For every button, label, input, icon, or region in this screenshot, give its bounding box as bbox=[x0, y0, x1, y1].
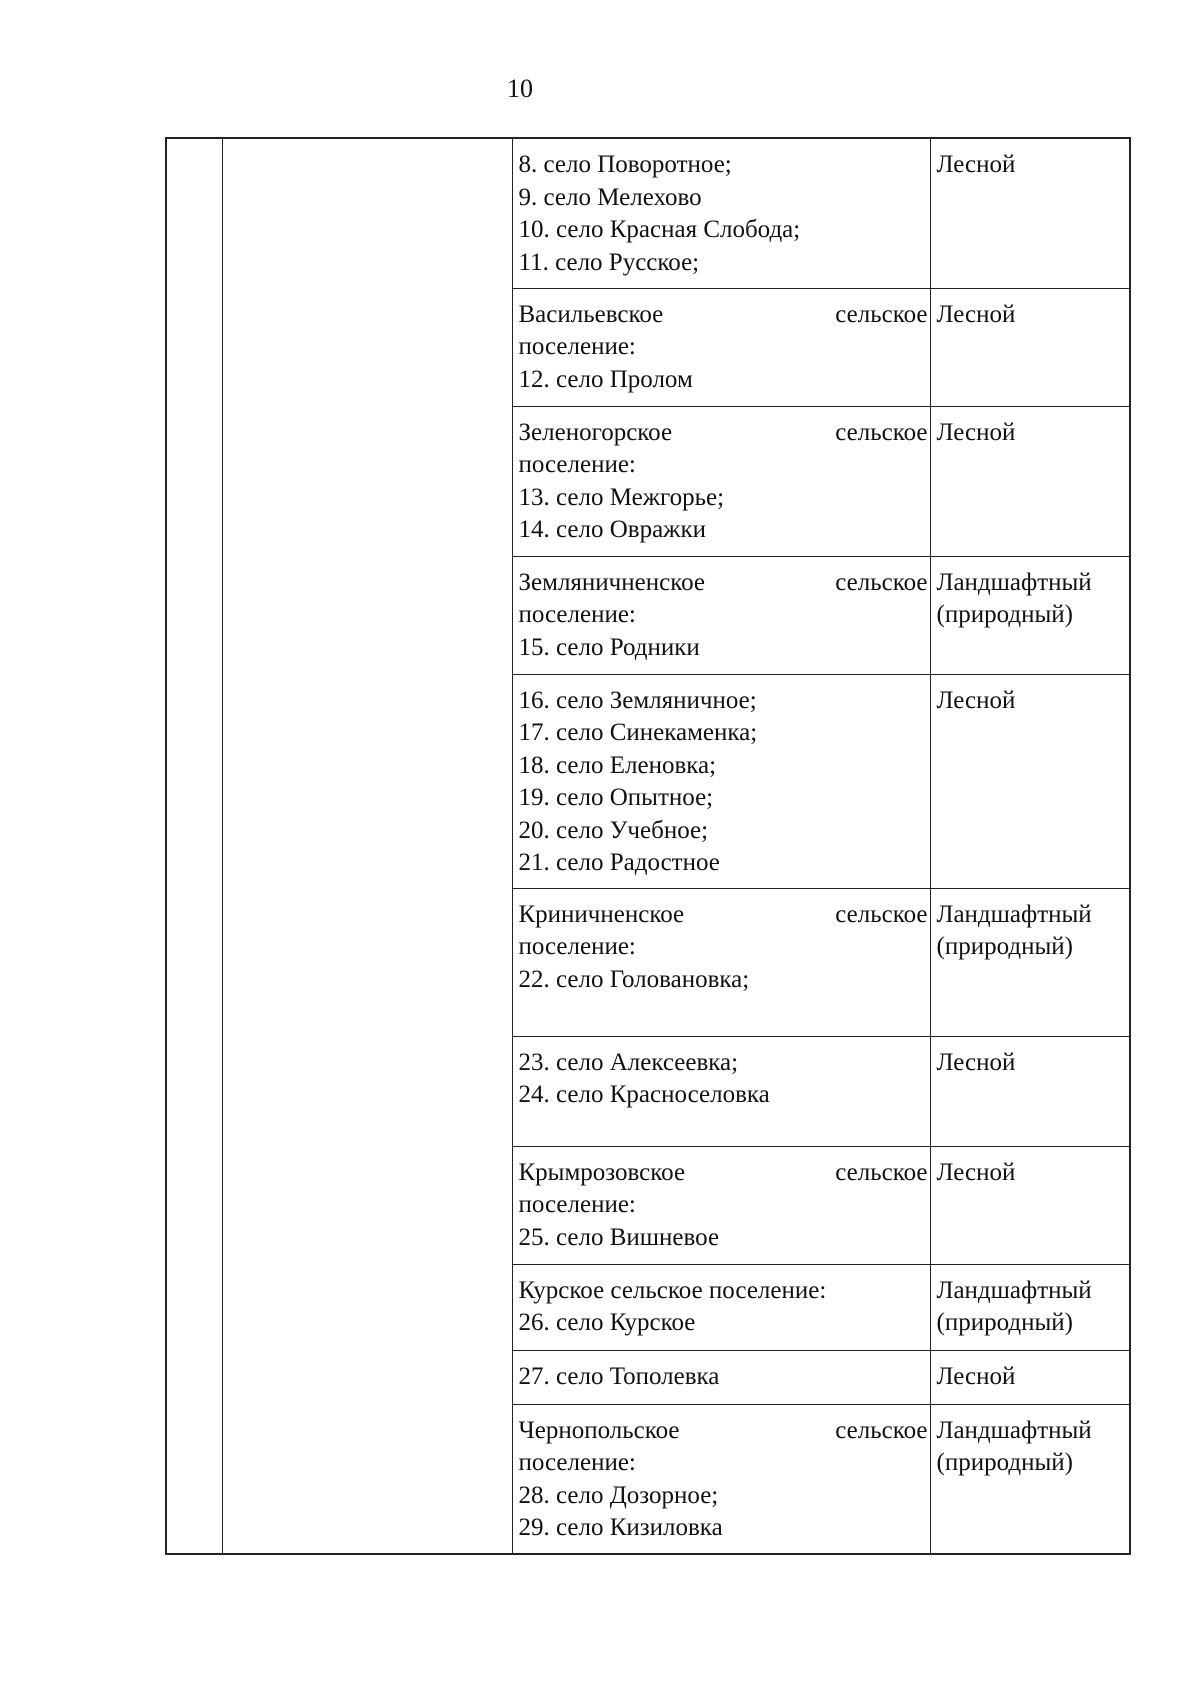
settlement-item: 12. село Пролом bbox=[518, 365, 693, 393]
forest-type: Лесной bbox=[936, 418, 1016, 446]
forest-type: Лесной bbox=[936, 1158, 1016, 1186]
settlement-heading-rest: поселение: bbox=[518, 451, 636, 478]
settlement-heading-name: Зеленогорское bbox=[518, 418, 673, 446]
settlement-heading-name: Васильевское bbox=[518, 300, 664, 328]
settlement-item: 19. село Опытное; bbox=[518, 784, 714, 811]
settlements-cell bbox=[512, 1404, 930, 1554]
settlement-item: 24. село Красноселовка bbox=[518, 1081, 770, 1108]
forest-type-cell bbox=[930, 556, 1130, 674]
settlement-item: 22. село Головановка; bbox=[518, 965, 750, 993]
settlement-item: 21. село Радостное bbox=[518, 849, 720, 876]
settlement-heading: Курское сельское поселение: bbox=[518, 1276, 827, 1304]
forest-type-cell bbox=[930, 1036, 1130, 1146]
forest-type-cell bbox=[930, 1146, 1130, 1264]
settlement-item: 13. село Межгорье; bbox=[518, 483, 725, 511]
settlement-item: 23. село Алексеевка; bbox=[518, 1048, 739, 1076]
settlement-heading-name: Чернопольское bbox=[518, 1416, 680, 1444]
forest-type: Ландшафтный bbox=[936, 1276, 1092, 1304]
forest-type-note: (природный) bbox=[936, 1309, 1073, 1336]
settlement-item: 28. село Дозорное; bbox=[518, 1481, 719, 1509]
forest-type-cell bbox=[930, 138, 1130, 288]
settlements-cell bbox=[512, 556, 930, 674]
settlement-heading-name: Криничненское bbox=[518, 900, 685, 928]
settlement-item: 26. село Курское bbox=[518, 1309, 696, 1336]
settlement-heading bbox=[519, 417, 928, 450]
settlements-cell bbox=[512, 1264, 930, 1350]
settlements-cell bbox=[512, 406, 930, 556]
forest-type: Лесной bbox=[936, 151, 1016, 178]
settlement-heading-word: сельское bbox=[835, 900, 928, 928]
settlement-heading-word: сельское bbox=[835, 1416, 928, 1444]
forest-type: Ландшафтный bbox=[936, 568, 1092, 596]
settlement-heading-rest: поселение: bbox=[518, 1449, 636, 1476]
settlements-cell bbox=[512, 1146, 930, 1264]
forest-type: Лесной bbox=[936, 1362, 1016, 1390]
settlement-heading-rest: поселение: bbox=[518, 1191, 636, 1218]
empty-cell-number bbox=[166, 138, 222, 1554]
page-number: 10 bbox=[507, 74, 533, 103]
forest-type-note: (природный) bbox=[936, 1449, 1073, 1476]
settlements-cell bbox=[512, 888, 930, 1036]
settlement-item: 20. село Учебное; bbox=[518, 816, 709, 844]
forest-type: Лесной bbox=[936, 300, 1016, 328]
settlements-cell bbox=[512, 1036, 930, 1146]
forest-type: Лесной bbox=[936, 686, 1016, 714]
settlement-item: 10. село Красная Слобода; bbox=[518, 216, 801, 243]
settlement-item: 18. село Еленовка; bbox=[518, 751, 717, 779]
settlement-heading-rest: поселение: bbox=[518, 601, 636, 628]
forest-type: Лесной bbox=[936, 1048, 1016, 1076]
forest-type: Ландшафтный bbox=[936, 900, 1092, 928]
settlement-heading-rest: поселение: bbox=[518, 933, 636, 960]
settlements-cell bbox=[512, 288, 930, 406]
forest-type-cell bbox=[930, 1350, 1130, 1404]
settlements-cell bbox=[512, 1350, 930, 1404]
forest-type-cell bbox=[930, 1264, 1130, 1350]
forest-type: Ландшафтный bbox=[936, 1416, 1092, 1444]
settlement-heading-name: Крымрозовское bbox=[518, 1158, 686, 1186]
settlement-heading-word: сельское bbox=[835, 300, 928, 328]
empty-cell-name bbox=[222, 138, 512, 1554]
settlement-item: 14. село Овражки bbox=[518, 516, 706, 543]
settlements-cell bbox=[512, 674, 930, 888]
settlement-item: 9. село Мелехово bbox=[518, 183, 702, 211]
forest-type-cell bbox=[930, 674, 1130, 888]
settlement-item: 8. село Поворотное; bbox=[518, 151, 732, 178]
forest-type-cell bbox=[930, 888, 1130, 1036]
settlement-item: 27. село Тополевка bbox=[518, 1362, 720, 1390]
settlements-table bbox=[165, 137, 1131, 1555]
forest-type-cell bbox=[930, 288, 1130, 406]
settlement-heading bbox=[519, 1415, 928, 1448]
settlement-item: 25. село Вишневое bbox=[518, 1223, 720, 1251]
forest-type-note: (природный) bbox=[936, 601, 1073, 628]
settlement-item: 29. село Кизиловка bbox=[518, 1514, 723, 1541]
forest-type-cell bbox=[930, 1404, 1130, 1554]
settlement-heading bbox=[519, 899, 928, 932]
table-row bbox=[166, 138, 1130, 288]
settlement-item: 16. село Земляничное; bbox=[518, 686, 757, 714]
settlement-heading bbox=[519, 1157, 928, 1190]
settlement-heading-word: сельское bbox=[835, 1158, 928, 1186]
settlement-heading-word: сельское bbox=[835, 418, 928, 446]
forest-type-note: (природный) bbox=[936, 933, 1073, 960]
settlement-heading bbox=[519, 299, 928, 332]
settlement-heading-name: Земляничненское bbox=[518, 568, 705, 596]
settlement-item: 15. село Родники bbox=[518, 633, 700, 661]
settlement-heading-rest: поселение: bbox=[518, 333, 636, 360]
settlement-item: 17. село Синекаменка; bbox=[518, 719, 758, 746]
forest-type-cell bbox=[930, 406, 1130, 556]
settlement-heading-word: сельское bbox=[835, 568, 928, 596]
table-body bbox=[166, 138, 1130, 1554]
settlement-item: 11. село Русское; bbox=[518, 248, 700, 276]
settlement-heading bbox=[519, 567, 928, 600]
settlements-cell bbox=[512, 138, 930, 288]
